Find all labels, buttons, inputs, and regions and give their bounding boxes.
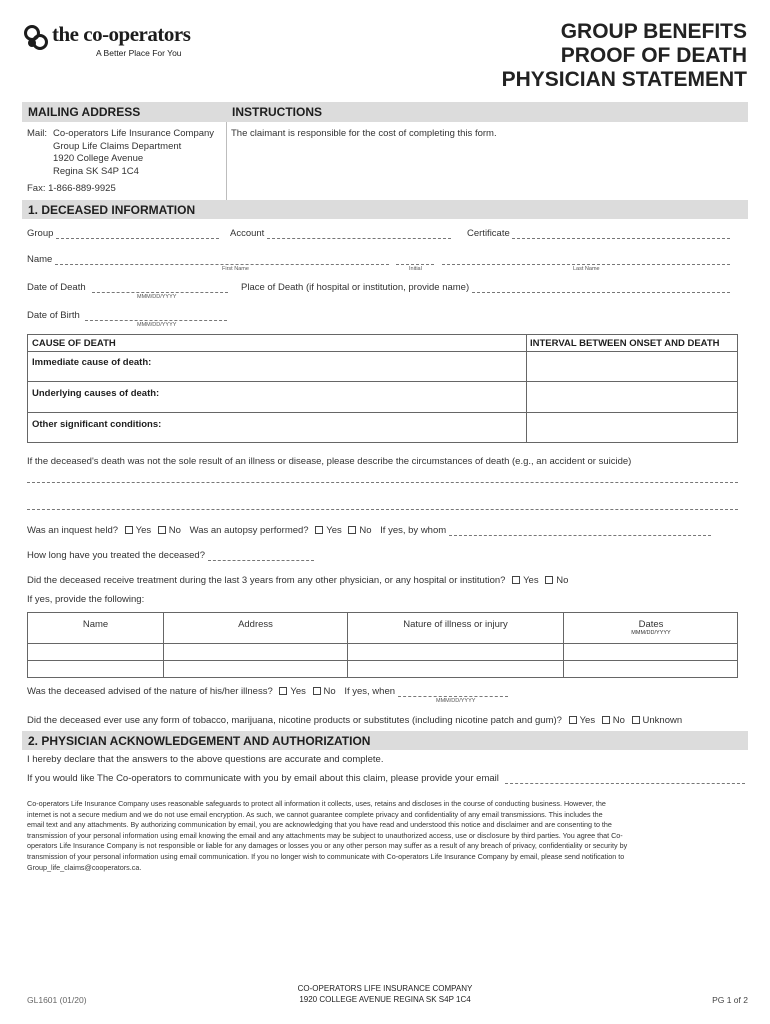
dob-format-hint: MMM/DD/YYYY [137,322,177,328]
mail-address [53,128,214,178]
yes-label: Yes [523,575,539,586]
certificate-input[interactable] [512,229,730,239]
disclaimer-line: transmission of your personal information using email communication. If you no longer wish to communicate with Co-operators Life Insurance Company by email, please send notification to [27,851,625,861]
email-disclaimer [27,799,743,873]
date-of-birth-field[interactable] [27,310,227,321]
circumstances-question: If the deceased's death was not the sole result of an illness or disease, please describe the circumstances of death (e.g., an accident or suicide) [27,456,632,467]
treated-duration-input[interactable] [208,551,314,561]
dates-format-hint: MMM/DD/YYYY [631,630,671,636]
disclaimer-line: operators Life Insurance Company is not responsible or liable for any damages or losses you or any other person may suffer as a result of any breach of privacy, confidentiality or security by [27,841,628,851]
address-line: Group Life Claims Department [53,140,182,152]
unknown-label: Unknown [642,715,683,726]
section-1-bar [22,200,748,219]
cause-of-death-heading: CAUSE OF DEATH [32,338,116,349]
mailing-instructions-bar [22,102,748,122]
column-divider [526,335,527,442]
group-input[interactable] [56,229,219,239]
tobacco-row [27,715,682,726]
date-of-death-field[interactable] [27,282,228,293]
mailing-heading: MAILING ADDRESS [28,105,141,119]
first-name-hint: First Name [222,266,249,272]
last-name-input[interactable] [442,255,730,265]
inquest-yes-checkbox[interactable] [125,526,133,534]
immediate-cause-label: Immediate cause of death: [32,357,152,368]
by-whom-label: If yes, by whom [380,525,447,536]
dod-format-hint: MMM/DD/YYYY [137,294,177,300]
address-line: Regina SK S4P 1C4 [53,165,139,177]
row-divider [28,412,737,413]
last-name-hint: Last Name [573,266,600,272]
account-input[interactable] [267,229,451,239]
row-divider [28,381,737,382]
disclaimer-line: email text and any attachments. By authorizing communication by email, you are acknowledging that you have read and understood this notice and disclaimer and are consenting to the [27,820,612,830]
place-of-death-label: Place of Death (if hospital or institution, provide name) [241,282,470,293]
treated-row [27,550,314,561]
advised-row [27,686,508,697]
email-input[interactable] [505,774,745,784]
treatment-table [27,612,738,678]
mail-label: Mail: [27,128,48,139]
address-line: Co-operators Life Insurance Company [53,128,215,139]
inquest-no-checkbox[interactable] [158,526,166,534]
tobacco-yes-checkbox[interactable] [569,716,577,724]
name-field[interactable] [27,254,730,265]
circumstances-line-2[interactable] [27,509,738,510]
divider [226,122,227,200]
group-label: Group [27,228,54,239]
yes-label: Yes [290,686,306,697]
no-label: No [612,715,625,726]
account-field[interactable] [230,228,451,239]
col-dates: Dates [638,619,664,630]
row-divider [28,643,737,644]
if-yes-when-label: If yes, when [344,686,396,697]
fax-number: Fax: 1-866-889-9925 [27,183,116,194]
initial-hint: Initial [409,266,422,272]
no-label: No [168,525,181,536]
instructions-text: The claimant is responsible for the cost of completing this form. [231,128,497,139]
instructions-heading: INSTRUCTIONS [232,105,322,119]
form-code: GL1601 (01/20) [27,995,87,1005]
title-line-3: PHYSICIAN STATEMENT [501,68,747,91]
inquest-row [27,525,711,536]
by-whom-input[interactable] [449,526,711,536]
email-question: If you would like The Co-operators to communicate with you by email about this claim, please provide your email [27,773,499,784]
circumstances-line-1[interactable] [27,482,738,483]
row-divider [28,660,737,661]
disclaimer-line: transmission of your personal information using email knowing the email and any attachments may be subject to unauthorized access, use or disclosure by third parties. You agree that Co- [27,830,623,840]
provide-following: If yes, provide the following: [27,594,145,605]
col-address: Address [238,619,273,630]
autopsy-no-checkbox[interactable] [348,526,356,534]
name-label: Name [27,254,53,265]
tobacco-unknown-checkbox[interactable] [632,716,640,724]
other-conditions-label: Other significant conditions: [32,419,162,430]
brand-tagline: A Better Place For You [96,48,182,58]
title-line-1: GROUP BENEFITS [560,20,747,43]
advised-question: Was the deceased advised of the nature of his/her illness? [27,686,273,697]
interval-heading: INTERVAL BETWEEN ONSET AND DEATH [530,338,720,349]
advised-date-hint: MMM/DD/YYYY [436,698,476,704]
certificate-label: Certificate [467,228,510,239]
advised-no-checkbox[interactable] [313,687,321,695]
advised-when-input[interactable] [398,687,508,697]
initial-input[interactable] [396,255,434,265]
page-number: PG 1 of 2 [712,995,748,1005]
date-of-death-label: Date of Death [27,282,86,293]
inquest-question: Was an inquest held? [27,525,119,536]
no-label: No [359,525,372,536]
tobacco-question: Did the deceased ever use any form of tobacco, marijuana, nicotine products or substitutes (including nicotine patch and gum)? [27,715,562,726]
date-of-birth-label: Date of Birth [27,310,80,321]
co-operators-logo-icon [22,24,50,52]
group-field[interactable] [27,228,219,239]
yes-label: Yes [135,525,152,536]
yes-label: Yes [579,715,596,726]
address-line: 1920 College Avenue [53,153,144,164]
section-1-heading: 1. DECEASED INFORMATION [28,203,196,217]
treated-question: How long have you treated the deceased? [27,550,205,561]
other-physician-question: Did the deceased receive treatment during the last 3 years from any other physician, or any hospital or institution? [27,575,506,586]
footer-company: CO-OPERATORS LIFE INSURANCE COMPANY [297,984,473,993]
autopsy-yes-checkbox[interactable] [315,526,323,534]
no-label: No [556,575,569,586]
footer-address: 1920 COLLEGE AVENUE REGINA SK S4P 1C4 [299,995,471,1004]
underlying-causes-label: Underlying causes of death: [32,388,160,399]
disclaimer-line: Co-operators Life Insurance Company uses reasonable safeguards to protect all information it collects, uses, retains and discloses in the course of conducting business. However, the [27,799,606,808]
advised-yes-checkbox[interactable] [279,687,287,695]
other-physician-row [27,575,568,586]
col-nature: Nature of illness or injury [403,619,508,630]
date-of-birth-input[interactable] [85,311,227,321]
form-title [502,20,747,92]
place-of-death-input[interactable] [472,283,730,293]
place-of-death-field[interactable] [241,282,730,293]
account-label: Account [230,228,265,239]
section-2-heading: 2. PHYSICIAN ACKNOWLEDGEMENT AND AUTHORIZATION [28,734,371,748]
other-physician-yes-checkbox[interactable] [512,576,520,584]
section-2-bar [22,731,748,750]
no-label: No [323,686,336,697]
disclaimer-line: Group_life_claims@cooperators.ca. [27,862,142,872]
brand-name: the co-operators [52,22,191,46]
disclaimer-line: internet is not a secure medium and we do not use email encryption. As such, we cannot guarantee complete privacy and confidentiality of any email transmissions. This includes the [27,809,603,819]
col-name: Name [82,619,109,630]
date-of-death-input[interactable] [92,283,228,293]
cause-of-death-table [27,334,738,443]
tobacco-no-checkbox[interactable] [602,716,610,724]
autopsy-question: Was an autopsy performed? [189,525,309,536]
declaration-text: I hereby declare that the answers to the above questions are accurate and complete. [27,754,384,765]
email-row [27,773,745,784]
other-physician-no-checkbox[interactable] [545,576,553,584]
first-name-input[interactable] [55,255,389,265]
title-line-2: PROOF OF DEATH [560,44,747,67]
certificate-field[interactable] [467,228,730,239]
yes-label: Yes [326,525,342,536]
